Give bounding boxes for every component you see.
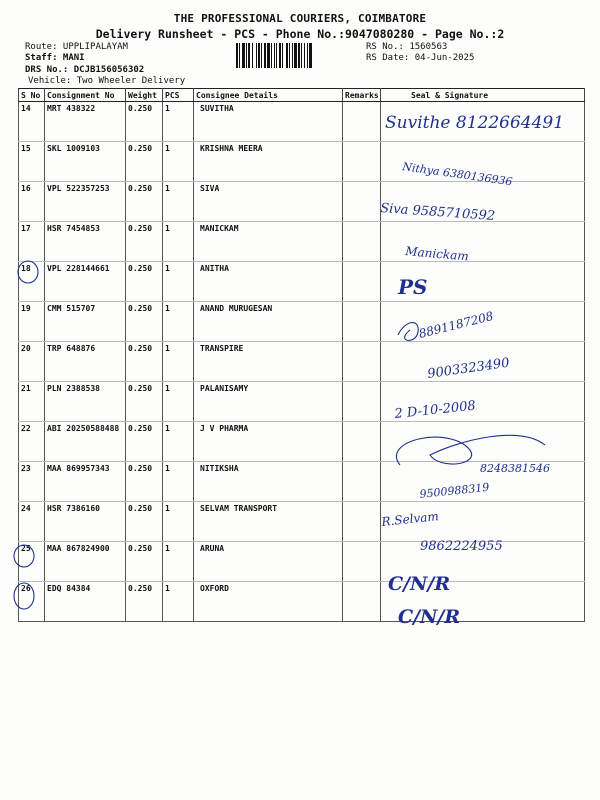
sig-19: 8891187208 [417,308,495,341]
sig-24: R.Selvam [380,509,440,529]
cell-signature [381,382,585,422]
barcode-bar [252,43,253,68]
cell-sno: 14 [19,102,45,142]
cell-remarks [343,102,381,142]
cell-sno: 21 [19,382,45,422]
cell-pcs: 1 [163,222,194,262]
runsheet-subtitle: Delivery Runsheet - PCS - Phone No.:9047080280 - Page No.:2 [95,27,505,41]
cell-weight: 0.250 [126,542,163,582]
cell-sno: 17 [19,222,45,262]
cell-consignment-no: TRP 648876 [45,342,126,382]
cell-remarks [343,302,381,342]
table-row [19,222,585,262]
sig-18: PS [398,275,428,299]
col-header-signature: Seal & Signature [381,89,585,102]
cell-weight: 0.250 [126,462,163,502]
cell-sno: 26 [19,582,45,622]
table-row [19,502,585,542]
barcode-bar [282,43,283,68]
cell-signature [381,542,585,582]
cell-consignment-no: HSR 7454853 [45,222,126,262]
cell-consignment-no: HSR 7386160 [45,502,126,542]
cell-pcs: 1 [163,382,194,422]
cell-sno: 18 [19,262,45,302]
cell-remarks [343,382,381,422]
cell-weight: 0.250 [126,302,163,342]
cell-signature [381,462,585,502]
cell-consignee: NITIKSHA [194,462,343,502]
cell-remarks [343,262,381,302]
cell-weight: 0.250 [126,182,163,222]
cell-signature [381,582,585,622]
cell-signature [381,142,585,182]
cell-pcs: 1 [163,422,194,462]
barcode-bar [309,43,312,68]
table-row [19,302,585,342]
cell-weight: 0.250 [126,142,163,182]
cell-remarks [343,142,381,182]
col-header-pcs: PCS [163,89,194,102]
table-row [19,542,585,582]
barcode-bar [286,43,288,68]
barcode-bar [256,43,257,68]
cell-weight: 0.250 [126,342,163,382]
col-header-consignment: Consignment No [45,89,126,102]
barcode-bar [276,43,277,68]
cell-consignment-no: VPL 522357253 [45,182,126,222]
cell-signature [381,222,585,262]
cell-pcs: 1 [163,462,194,502]
cell-consignment-no: EDQ 84384 [45,582,126,622]
cell-signature [379,182,585,225]
barcode-bar [301,43,302,68]
cell-pcs: 1 [163,502,194,542]
table-row [19,582,585,622]
table-row [19,182,585,222]
cell-consignment-no: CMM 515707 [45,302,126,342]
cell-pcs: 1 [163,302,194,342]
cell-sno: 15 [19,142,45,182]
cell-remarks [343,422,381,462]
barcode-bar [258,43,260,68]
rs-date: RS Date: 04-Jun-2025 [366,53,475,63]
cell-signature [381,342,585,382]
sig-25: C/N/R [388,573,451,595]
cell-weight: 0.250 [126,422,163,462]
table-row [19,142,585,182]
barcode-bar [298,43,300,68]
cell-signature [381,422,585,462]
sig-23: 9500988319 [418,480,490,501]
cell-remarks [343,502,381,542]
barcode-bar [246,43,247,68]
barcode-bar [264,43,266,68]
cell-remarks [343,582,381,622]
barcode-bar [248,43,250,68]
barcode-bar [236,43,238,68]
col-header-weight: Weight [126,89,163,102]
table-header-row [19,89,585,102]
barcode-bar [304,43,305,68]
table-row [19,102,585,142]
barcode-bar [242,43,245,68]
col-header-sno: S No [19,89,45,102]
cell-signature [381,262,585,302]
cell-consignee: PALANISAMY [194,382,343,422]
barcode-bar [307,43,308,68]
cell-sno: 25 [19,542,45,582]
sig-16: Siva 9585710592 [379,201,496,225]
cell-remarks [343,182,381,222]
cell-sno: 19 [19,302,45,342]
barcode-bar [271,43,272,68]
barcode-image [236,43,356,68]
cell-pcs: 1 [163,342,194,382]
cell-weight: 0.250 [126,502,163,542]
staff-label: Staff: MANI [25,53,85,63]
cell-consignee: TRANSPIRE [194,342,343,382]
barcode-bar [239,43,240,68]
barcode-bar [279,43,281,68]
sig-24-phone: 9862224955 [420,539,503,554]
cell-remarks [343,542,381,582]
table-row [19,462,585,502]
route-label: Route: UPPLIPALAYAM [25,42,128,52]
cell-sno: 16 [19,182,45,222]
cell-pcs: 1 [163,182,194,222]
cell-weight: 0.250 [126,222,163,262]
table-row [19,262,585,302]
rs-number: RS No.: 1560563 [366,42,448,52]
runsheet-table [18,88,585,622]
sig-20: 9003323490 [426,355,511,382]
cell-pcs: 1 [163,542,194,582]
barcode-bar [289,43,290,68]
cell-sno: 20 [19,342,45,382]
sig-22: 8248381546 [480,462,550,475]
cell-consignee: SELVAM TRANSPORT [194,502,343,542]
cell-remarks [343,222,381,262]
cell-consignment-no: VPL 228144661 [45,262,126,302]
barcode-bar [292,43,293,68]
drs-number: DRS No.: DCJB156056302 [25,65,145,75]
cell-weight: 0.250 [126,262,163,302]
sig-17: Manickam [404,244,470,264]
cell-pcs: 1 [163,582,194,622]
barcode-bar [294,43,297,68]
barcode-bar [274,43,275,68]
cell-consignee: ANAND MURUGESAN [194,302,343,342]
cell-consignment-no: ABI 20250588488 [45,422,126,462]
barcode-bar [261,43,262,68]
cell-consignee: ANITHA [194,262,343,302]
cell-consignment-no: MRT 438322 [45,102,126,142]
cell-remarks [343,462,381,502]
cell-consignee: SIVA [194,182,343,222]
cell-weight: 0.250 [126,382,163,422]
sig-21: 2 D-10-2008 [393,398,477,422]
cell-consignee: ARUNA [194,542,343,582]
cell-pcs: 1 [163,262,194,302]
cell-sno: 24 [19,502,45,542]
cell-sno: 23 [19,462,45,502]
cell-consignment-no: MAA 869957343 [45,462,126,502]
company-title: THE PROFESSIONAL COURIERS, COIMBATORE [173,12,427,25]
sig-26: C/N/R [398,606,461,628]
barcode-bar [267,43,270,68]
cell-sno: 22 [19,422,45,462]
cell-pcs: 1 [163,102,194,142]
cell-signature [381,502,585,542]
cell-weight: 0.250 [126,582,163,622]
cell-signature [381,302,585,342]
cell-consignment-no: MAA 867824900 [45,542,126,582]
cell-signature [381,102,585,142]
table-row [19,422,585,462]
cell-consignee: KRISHNA MEERA [194,142,343,182]
cell-consignment-no: PLN 2388538 [45,382,126,422]
cell-weight: 0.250 [126,102,163,142]
cell-remarks [343,342,381,382]
cell-consignee: MANICKAM [194,222,343,262]
col-header-consignee: Consignee Details [194,89,343,102]
table-row [19,342,585,382]
cell-consignee: OXFORD [194,582,343,622]
cell-consignee: J V PHARMA [194,422,343,462]
cell-pcs: 1 [163,142,194,182]
col-header-remarks: Remarks [343,89,381,102]
sig-14: Suvithe 8122664491 [385,113,565,133]
sig-15: Nithya 6380136936 [401,160,514,189]
cell-consignment-no: SKL 1009103 [45,142,126,182]
table-row [19,382,585,422]
vehicle-label: Vehicle: Two Wheeler Delivery [28,76,186,86]
cell-consignee: SUVITHA [194,102,343,142]
